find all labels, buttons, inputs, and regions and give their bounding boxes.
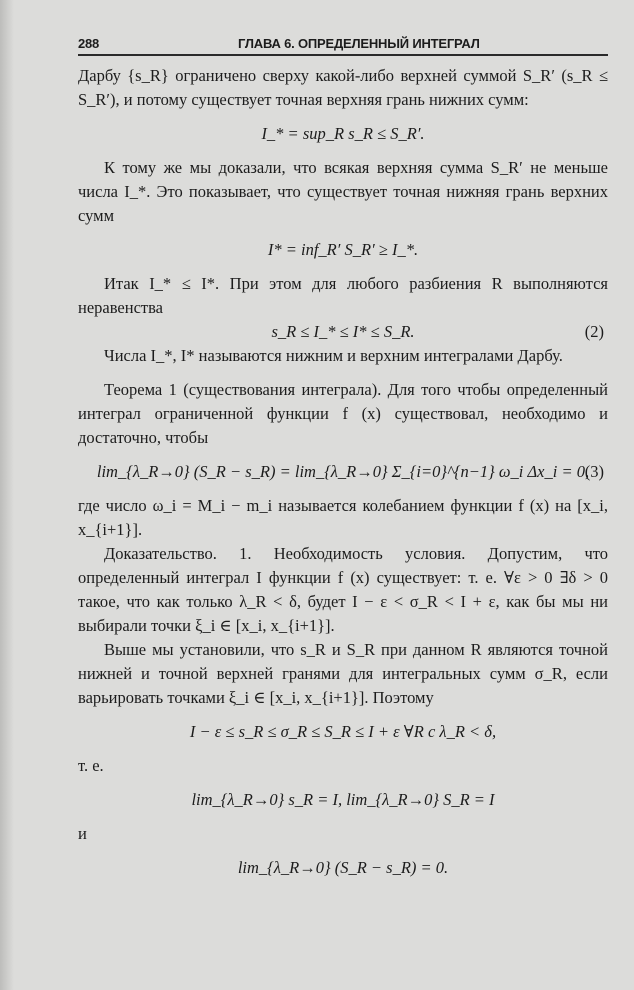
- paragraph: и: [78, 824, 87, 843]
- equation-number: (2): [584, 322, 604, 341]
- formula-3: lim_{λ_R→0} (S_R − s_R) = lim_{λ_R→0} Σ_{i=0}^{n−1} ω_i Δx_i = 0, (3): [78, 460, 608, 484]
- paragraph: Выше мы установили, что s_R и S_R при данном R являются точной нижней и точной верхней гранями для интегральных сумм σ_R, если варьировать точками ξ_i ∈ [x_i, x_{i+1}]. Поэтому: [78, 640, 608, 707]
- page-edge-shadow: [0, 0, 14, 990]
- formula-inf: I* = inf_R′ S_R′ ≥ I_*.: [267, 240, 419, 259]
- page-number: 288: [78, 36, 100, 51]
- page-body: [78, 64, 608, 890]
- equation-number: (3): [584, 462, 604, 481]
- formula-2: s_R ≤ I_* ≤ I* ≤ S_R. (2): [78, 320, 608, 344]
- paragraph: Числа I_*, I* называются нижним и верхним интегралами Дарбу.: [104, 346, 563, 365]
- paragraph: т. е.: [78, 756, 104, 775]
- formula-limits: lim_{λ_R→0} s_R = I, lim_{λ_R→0} S_R = I: [191, 790, 495, 809]
- chapter-title: ГЛАВА 6. ОПРЕДЕЛЕННЫЙ ИНТЕГРАЛ: [238, 36, 480, 51]
- paragraph: Дарбу {s_R} ограничено сверху какой-либо верхней суммой S_R′ (s_R ≤ S_R′), и потому существует точная верхняя грань нижних сумм:: [78, 66, 608, 109]
- theorem-1: Теорема 1 (существования интеграла). Для того чтобы определенный интеграл ограниченной функции f (x) существовал, необходимо и достаточно, чтобы: [78, 380, 608, 447]
- paragraph: где число ω_i = M_i − m_i называется колебанием функции f (x) на [x_i, x_{i+1}].: [78, 496, 608, 539]
- formula-limit-diff: lim_{λ_R→0} (S_R − s_R) = 0.: [237, 858, 449, 877]
- formula-sup: I_* = sup_R s_R ≤ S_R′.: [261, 124, 425, 143]
- paragraph: К тому же мы доказали, что всякая верхняя сумма S_R′ не меньше числа I_*. Это показывает, что существует точная нижняя грань верхних сумм: [78, 158, 608, 225]
- paragraph: Итак I_* ≤ I*. При этом для любого разбиения R выполняются неравенства: [78, 274, 608, 317]
- proof-start: Доказательство. 1. Необходимость условия. Допустим, что определенный интеграл I функции f (x) существует: т. е. ∀ε > 0 ∃δ > 0 такое, что как только λ_R < δ, будет I − ε < σ_R < I + ε, как бы мы ни выбирали точки ξ_i ∈ [x_i, x_{i+1}].: [78, 544, 608, 635]
- formula-inequality: I − ε ≤ s_R ≤ σ_R ≤ S_R ≤ I + ε ∀R c λ_R < δ,: [189, 722, 497, 741]
- header-rule: [78, 54, 608, 56]
- running-header: [78, 32, 608, 56]
